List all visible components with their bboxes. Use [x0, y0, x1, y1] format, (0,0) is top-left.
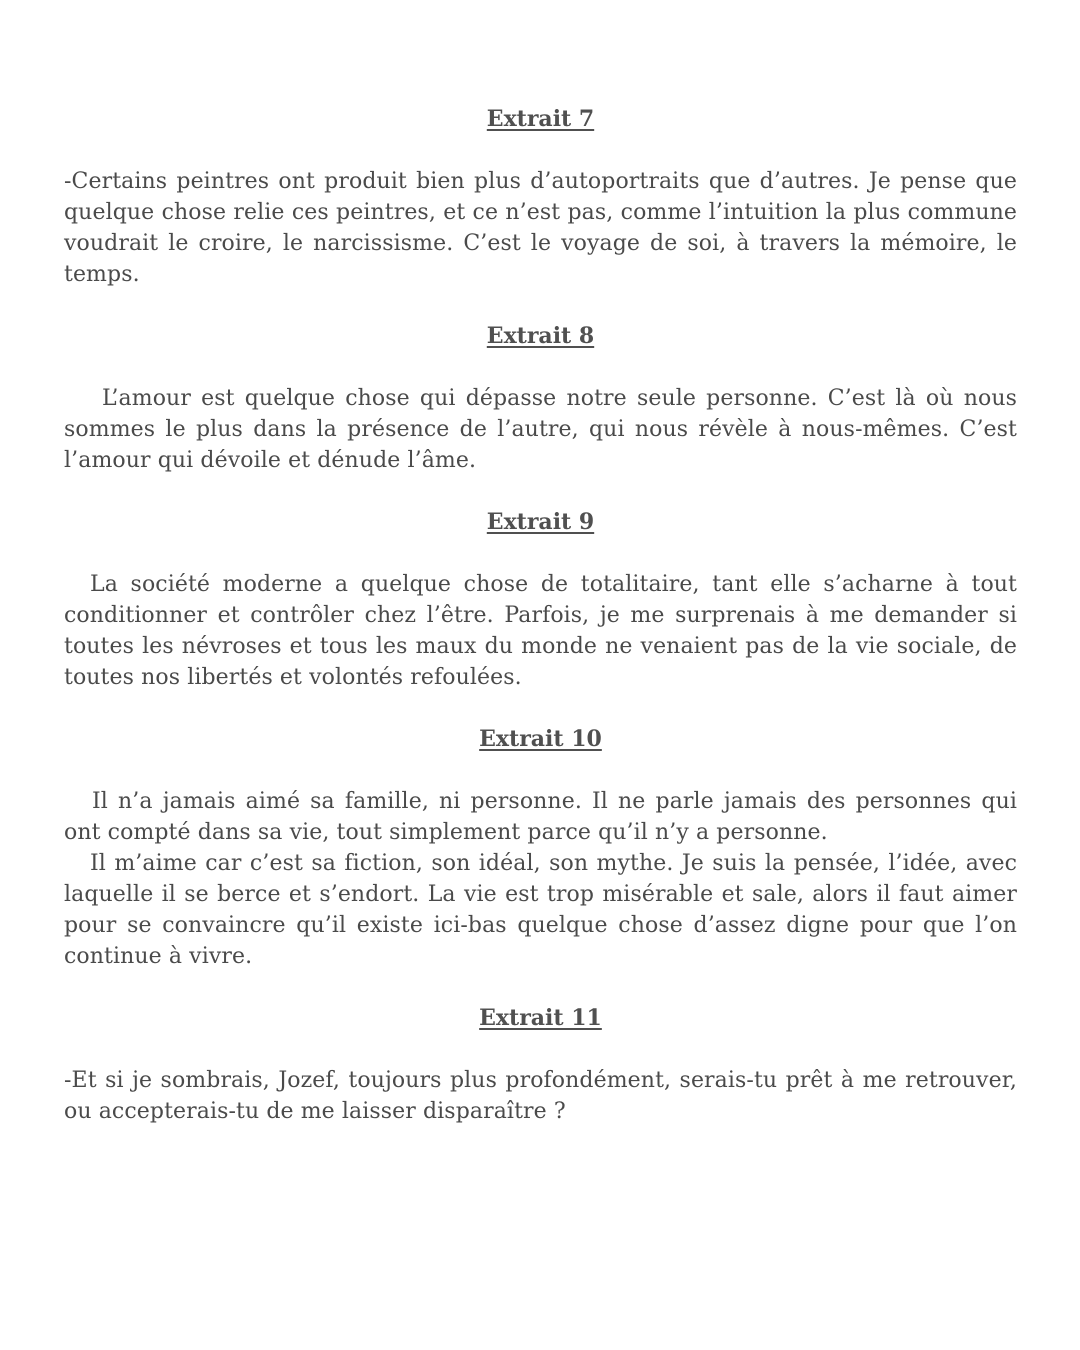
extract-title: Extrait 9 — [486, 509, 595, 535]
extract-paragraph: La société moderne a quelque chose de totalitaire, tant elle s’acharne à tout conditionner et contrôler chez l’être. Parfois, je me surprenais à me demander si toutes les névroses et tous les maux du monde ne venaient pas de la vie sociale, de toutes nos libertés et volontés refoulées. — [64, 572, 1017, 690]
extract-paragraph: L’amour est quelque chose qui dépasse notre seule personne. C’est là où nous sommes le plus dans la présence de l’autre, qui nous révèle à nous-mêmes. C’est l’amour qui dévoile et dénude l’âme. — [64, 386, 1017, 473]
extract-title: Extrait 10 — [479, 726, 602, 752]
extract-paragraph: -Et si je sombrais, Jozef, toujours plus profondément, serais-tu prêt à me retrouver, ou accepterais-tu de me laisser disparaître ? — [64, 1068, 1017, 1124]
extract-title: Extrait 8 — [486, 323, 595, 349]
extract-section — [64, 104, 1017, 290]
extract-section — [64, 724, 1017, 972]
extract-paragraph: -Certains peintres ont produit bien plus d’autoportraits que d’autres. Je pense que quelque chose relie ces peintres, et ce n’est pas, comme l’intuition la plus commune voudrait le croire, le narcissisme. C’est le voyage de soi, à travers la mémoire, le temps. — [64, 169, 1017, 287]
extract-paragraph: Il m’aime car c’est sa fiction, son idéal, son mythe. Je suis la pensée, l’idée, avec laquelle il se berce et s’endort. La vie est trop misérable et sale, alors il faut aimer pour se convaincre qu’il existe ici-bas quelque chose d’assez digne pour que l’on continue à vivre. — [64, 851, 1017, 969]
extract-section — [64, 321, 1017, 476]
extract-section — [64, 1003, 1017, 1127]
document-page — [64, 104, 1017, 1127]
extract-paragraph: Il n’a jamais aimé sa famille, ni personne. Il ne parle jamais des personnes qui ont compté dans sa vie, tout simplement parce qu’il n’y a personne. — [64, 789, 1017, 845]
extract-title: Extrait 11 — [479, 1005, 602, 1031]
extract-section — [64, 507, 1017, 693]
extract-title: Extrait 7 — [486, 106, 595, 132]
